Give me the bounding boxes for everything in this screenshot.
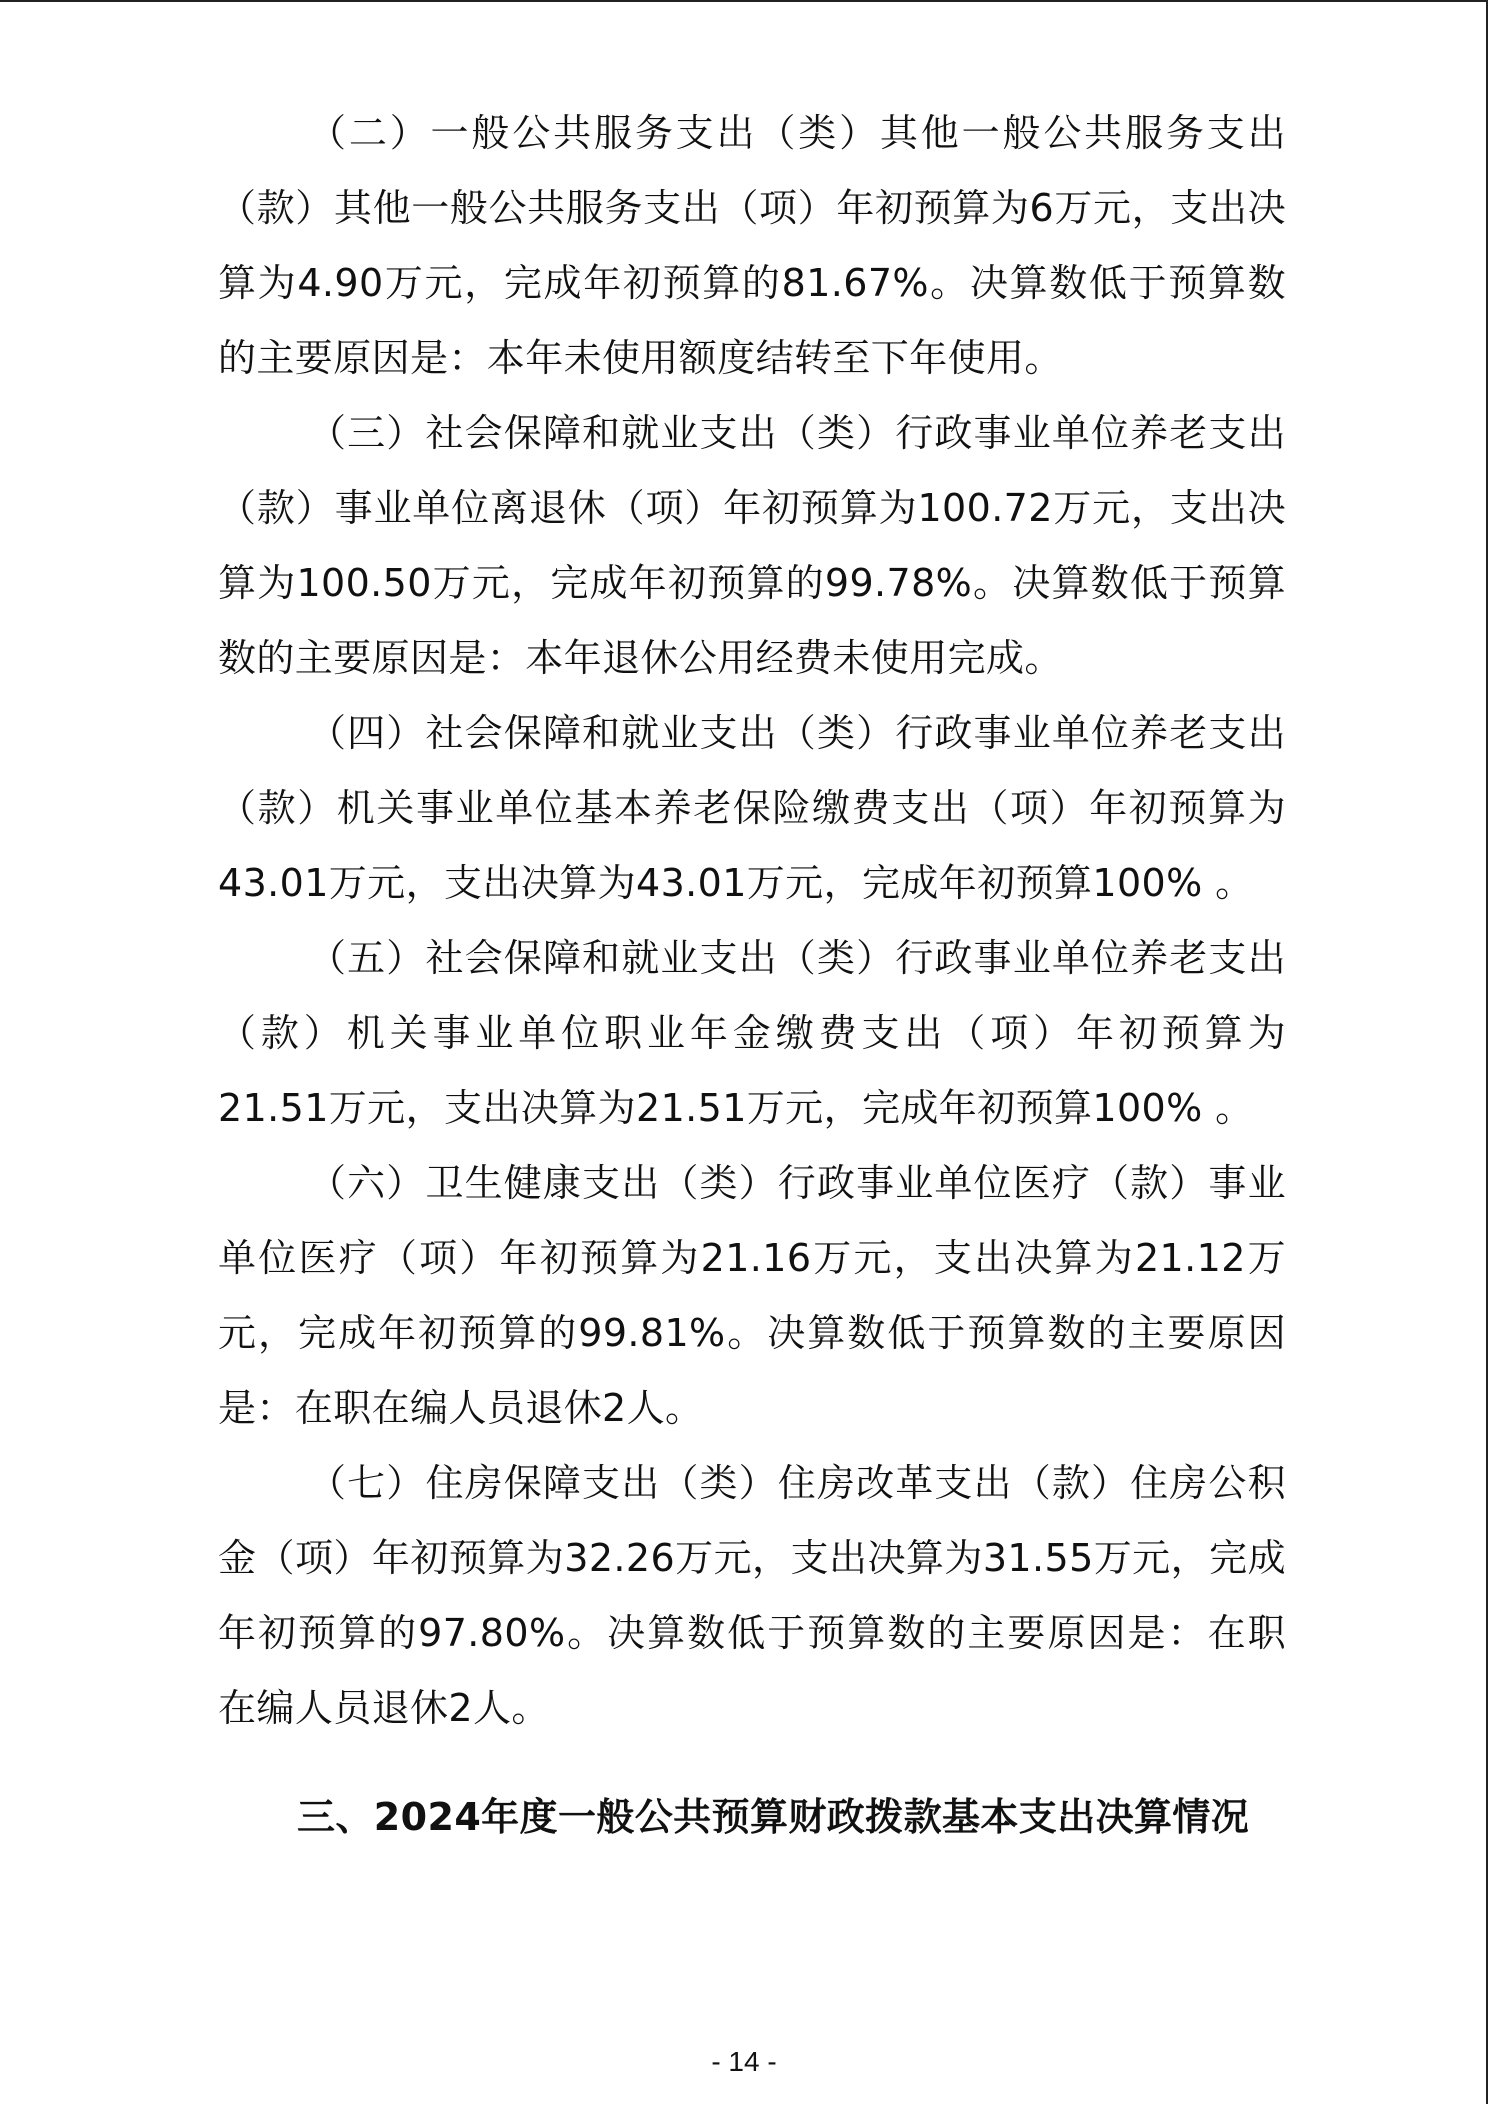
document-body [218,96,1286,1746]
paragraph-4: （四）社会保障和就业支出（类）行政事业单位养老支出（款）机关事业单位基本养老保险缴费支出（项）年初预算为43.01万元，支出决算为43.01万元，完成年初预算100% 。 [218,711,1286,905]
paragraph-5: （五）社会保障和就业支出（类）行政事业单位养老支出（款）机关事业单位职业年金缴费支出（项）年初预算为21.51万元，支出决算为21.51万元，完成年初预算100% 。 [218,936,1286,1130]
paragraph-6: （六）卫生健康支出（类）行政事业单位医疗（款）事业单位医疗（项）年初预算为21.16万元，支出决算为21.12万元，完成年初预算的99.81%。决算数低于预算数的主要原因是：在职在编人员退休2人。 [218,1161,1286,1430]
paragraph-3: （三）社会保障和就业支出（类）行政事业单位养老支出（款）事业单位离退休（项）年初预算为100.72万元，支出决算为100.50万元，完成年初预算的99.78%。决算数低于预算数的主要原因是：本年退休公用经费未使用完成。 [218,411,1286,680]
paragraph-7: （七）住房保障支出（类）住房改革支出（款）住房公积金（项）年初预算为32.26万元，支出决算为31.55万元，完成年初预算的97.80%。决算数低于预算数的主要原因是：在职在编人员退休2人。 [218,1461,1286,1730]
paragraph-2: （二）一般公共服务支出（类）其他一般公共服务支出（款）其他一般公共服务支出（项）年初预算为6万元，支出决算为4.90万元，完成年初预算的81.67%。决算数低于预算数的主要原因是：本年未使用额度结转至下年使用。 [218,111,1286,380]
page-number: - 14 - [711,2046,777,2077]
section-heading: 三、2024年度一般公共预算财政拨款基本支出决算情况 [297,1795,1250,1839]
page-top-border [0,0,1488,2]
